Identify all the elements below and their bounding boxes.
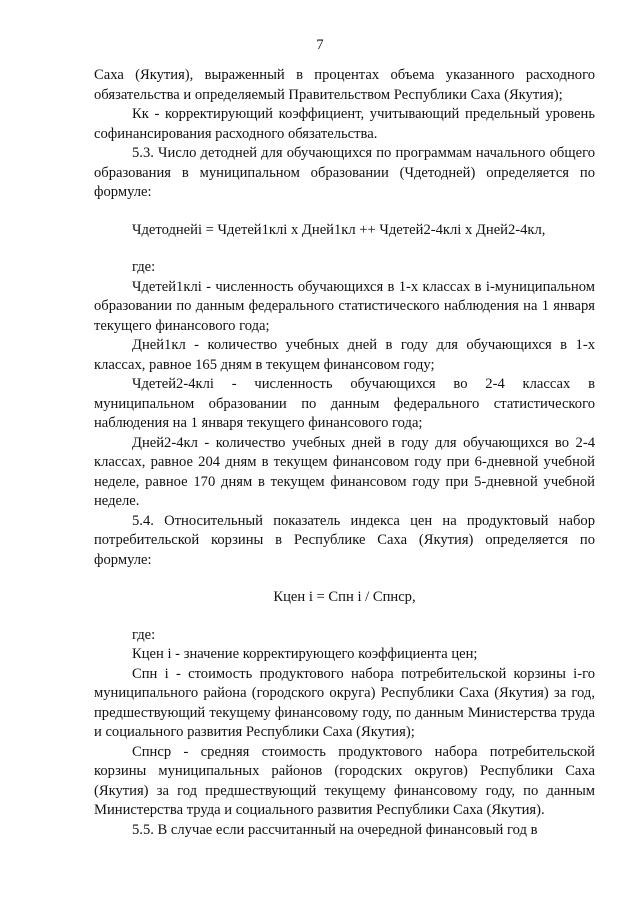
definition-days-grade1: Дней1кл - количество учебных дней в году для обучающихся в 1-х классах, равное 165 дням в текущем финансовом году; xyxy=(94,337,595,373)
page-number: 7 xyxy=(316,37,324,53)
definition-children-grade2-4: Чдетей2-4клi - численность обучающихся во 2-4 классах в муниципальном образовании по данным федерального статистического наблюдения на 1 января текущего финансового года; xyxy=(94,376,595,431)
paragraph-continuation: Саха (Якутия), выраженный в процентах объема указанного расходного обязательства и определяемый Правительством Республики Саха (Якутия); xyxy=(94,67,595,103)
definition-average-basket-cost: Спнср - средняя стоимость продуктового набора потребительской корзины муниципальных районов (городских округов) Республики Саха (Якутия) за год предшествующий текущему финансовому году, по данным Министерства труда и социального развития Республики Саха (Якутия). xyxy=(94,743,595,818)
definition-price-coefficient: Кцен i - значение корректирующего коэффициента цен; xyxy=(132,646,478,662)
definition-children-grade1: Чдетей1клi - численность обучающихся в 1-х классах в i-муниципальном образовании по данным федерального статистического наблюдения на 1 января текущего финансового года; xyxy=(94,278,595,334)
paragraph-kk-definition: Кк - корректирующий коэффициент, учитывающий предельный уровень софинансирования расходного обязательства. xyxy=(94,106,595,142)
formula-price-index: Кцен i = Спн i / Спнср, xyxy=(273,589,416,605)
paragraph-5-5: 5.5. В случае если рассчитанный на очередной финансовый год в xyxy=(132,821,538,838)
definition-days-grade2-4: Дней2-4кл - количество учебных дней в году для обучающихся во 2-4 классах, равное 204 дням в текущем финансовом году при 6-дневной учебной неделе, равное 170 дням в текущем финансовом году при 5-дневной учебной неделе. xyxy=(94,434,595,509)
where-label: где: xyxy=(132,259,156,275)
paragraph-5-4: 5.4. Относительный показатель индекса цен на продуктовый набор потребительской корзины в Республике Саха (Якутия) определяется по формуле: xyxy=(94,512,595,568)
definition-basket-cost: Спн i - стоимость продуктового набора потребительской корзины i-го муниципального района (городского округа) Республики Саха (Якутия) за год, предшествующий текущему финансовому году, по данным Министерства труда и социального развития Республики Саха (Якутия); xyxy=(94,665,595,740)
formula-child-days: Чдетоднейi = Чдетей1клi x Дней1кл ++ Чдетей2-4клi x Дней2-4кл, xyxy=(132,221,546,238)
paragraph-5-3: 5.3. Число детодней для обучающихся по программам начального общего образования в муниципальном образовании (Чдетодней) определяется по формуле: xyxy=(94,145,595,200)
document-body xyxy=(94,66,595,840)
where-label: где: xyxy=(132,626,156,643)
